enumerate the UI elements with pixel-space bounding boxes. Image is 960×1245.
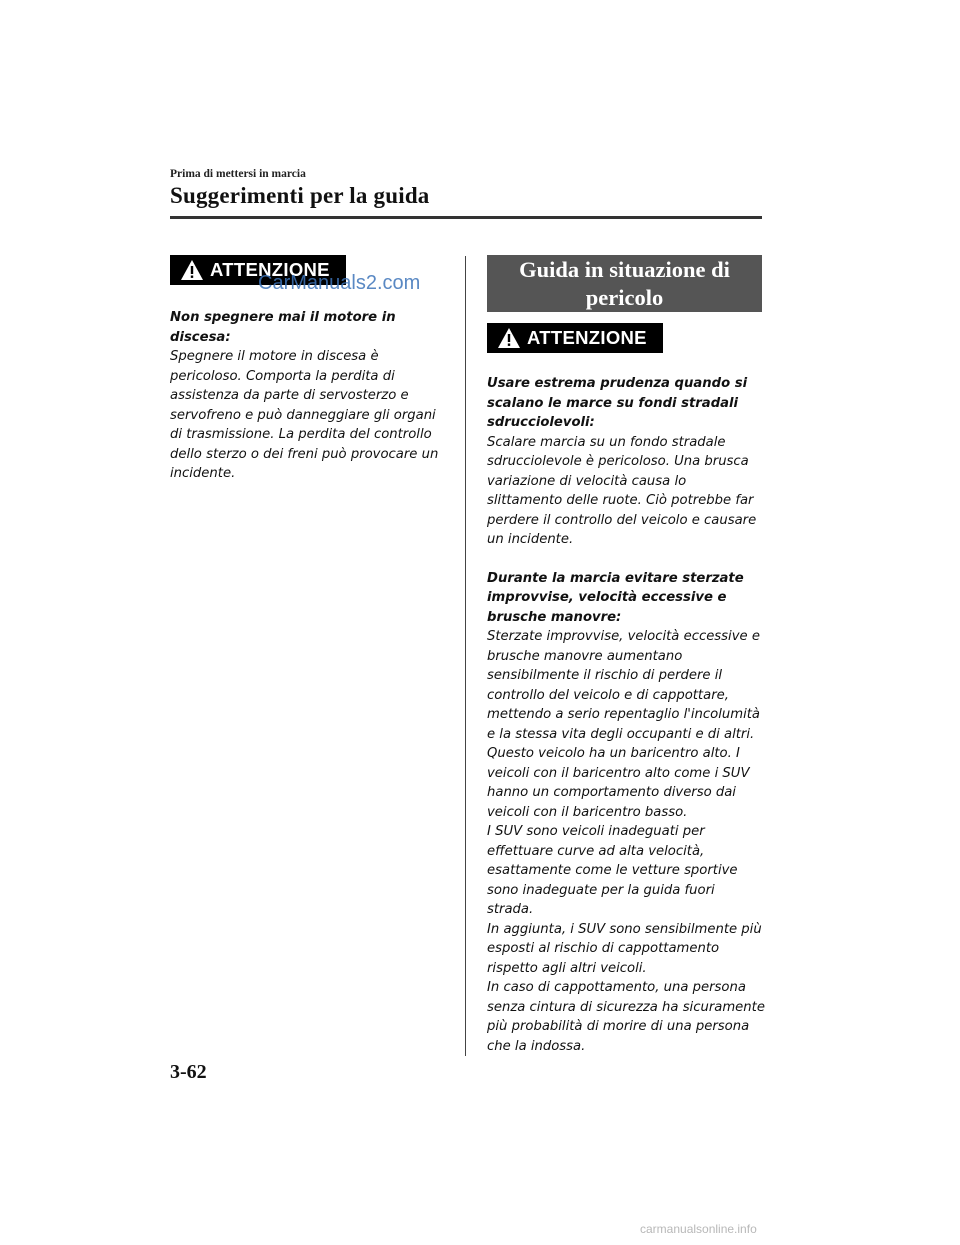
breadcrumb: Prima di mettersi in marcia	[170, 168, 306, 180]
warning-triangle-icon	[497, 327, 521, 349]
warning-triangle-icon	[180, 259, 204, 281]
warning-label: ATTENZIONE	[210, 259, 330, 280]
warning-body: I SUV sono veicoli inadeguati per effettuare curve ad alta velocità, esattamente come le vetture sportive sono inadeguate per la guida fuori strada.	[487, 824, 738, 917]
warning-body: In aggiunta, i SUV sono sensibilmente più esposti al rischio di cappottamento rispetto agli altri veicoli.	[487, 921, 762, 976]
warning-body: Questo veicolo ha un baricentro alto. I veicoli con il baricentro alto come i SUV hanno un comportamento diverso dai veicoli con il baricentro basso.	[487, 746, 750, 820]
section-heading-text: Guida in situazione di pericolo	[519, 256, 730, 310]
warning-text-right	[487, 374, 765, 1056]
page-title: Suggerimenti per la guida	[170, 183, 430, 208]
paragraph-spacer	[487, 550, 765, 569]
warning-lead: Non spegnere mai il motore in discesa:	[170, 310, 396, 345]
warning-body: Scalare marcia su un fondo stradale sdrucciolevole è pericoloso. Una brusca variazione di velocità causa lo slittamento delle ruote. Ciò potrebbe far perdere il controllo del veicolo e causare un incidente.	[487, 434, 757, 547]
warning-body: Sterzate improvvise, velocità eccessive e brusche manovre aumentano sensibilmente il rischio di perdere il controllo del veicolo e di cappottare, mettendo a serio repentaglio l'incolumità e la stessa vita degli occupanti e di altri.	[487, 629, 761, 742]
warning-body: In caso di cappottamento, una persona senza cintura di sicurezza ha sicuramente più probabilità di morire di una persona che la indossa.	[487, 980, 765, 1054]
column-divider	[465, 256, 466, 1056]
warning-text-left	[170, 308, 448, 484]
warning-lead: Durante la marcia evitare sterzate improvvise, velocità eccessive e brusche manovre:	[487, 570, 744, 625]
page-number: 3-62	[170, 1061, 207, 1083]
warning-lead: Usare estrema prudenza quando si scalano le marce su fondi stradali sdrucciolevoli:	[487, 376, 748, 430]
section-heading	[487, 255, 762, 312]
title-divider	[170, 216, 762, 219]
warning-label: ATTENZIONE	[527, 327, 647, 348]
footer-watermark: carmanualsonline.info	[640, 1222, 757, 1236]
warning-badge-right	[487, 323, 663, 353]
warning-body: Spegnere il motore in discesa è pericoloso. Comporta la perdita di assistenza da parte di servosterzo e servofreno e può danneggiare gli organi di trasmissione. La perdita del controllo dello sterzo o dei freni può provocare un incidente.	[170, 349, 439, 481]
watermark-logo: CarManuals2.com	[258, 272, 421, 294]
